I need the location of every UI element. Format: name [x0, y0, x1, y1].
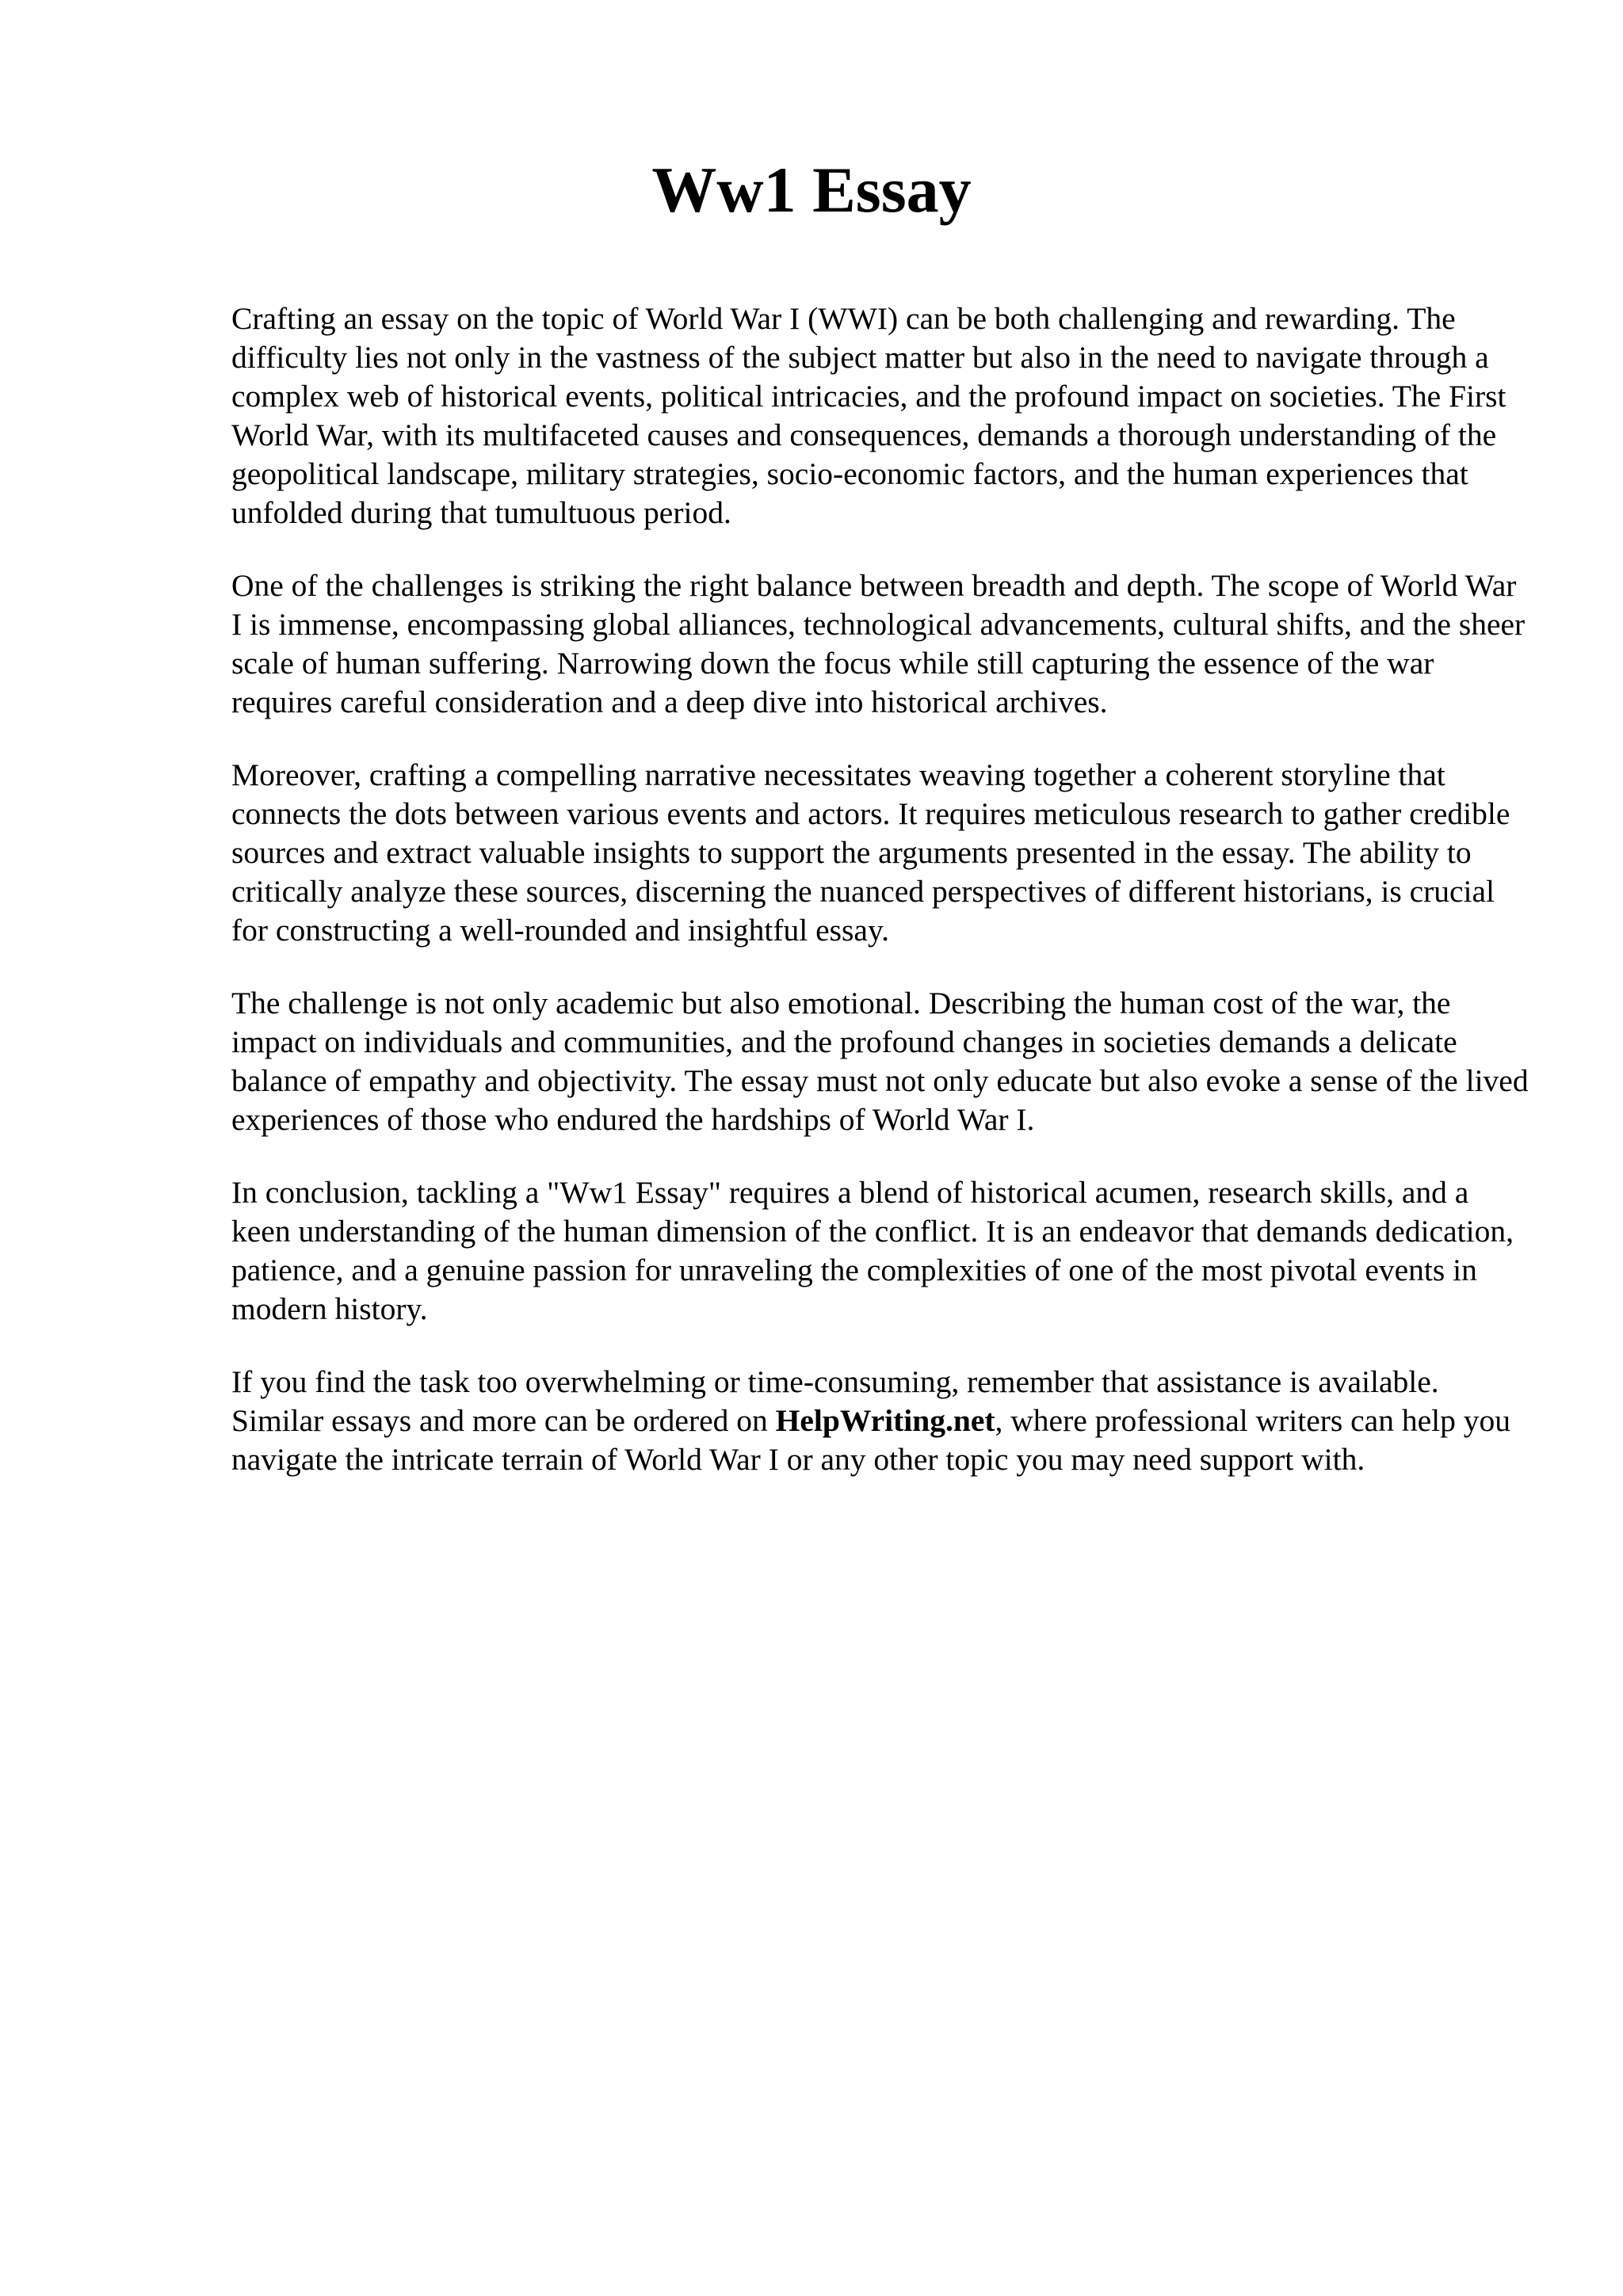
page-title: Ww1 Essay	[651, 154, 972, 226]
paragraph-conclusion: In conclusion, tackling a "Ww1 Essay" requires a blend of historical acumen, research skills, and a keen understanding of the human dimension of the conflict. It is an endeavor that demands dedication, patience, and a genuine passion for unraveling the complexities of one of the most pivotal events in modern history.	[231, 1175, 1514, 1326]
paragraph-closing	[231, 1363, 1531, 1479]
closing-text-before: If you find the task too overwhelming or time-consuming, remember that assistance is available. Similar essays and more can be ordered on	[231, 1364, 1439, 1438]
brand-link[interactable]: HelpWriting.net	[775, 1403, 995, 1438]
closing-text-after: , where professional writers can help you navigate the intricate terrain of World War I or any other topic you may need support with.	[231, 1403, 1510, 1477]
paragraph-emotional: The challenge is not only academic but also emotional. Describing the human cost of the war, the impact on individuals and communities, and the profound changes in societies demands a delicate balance of empathy and objectivity. The essay must not only educate but also evoke a sense of the lived experiences of those who endured the hardships of World War I.	[231, 986, 1529, 1137]
essay-body	[231, 299, 1531, 1513]
paragraph-balance: One of the challenges is striking the right balance between breadth and depth. The scope of World War I is immense, encompassing global alliances, technological advancements, cultural shifts, and the sheer scale of human suffering. Narrowing down the focus while still capturing the essence of the war requires careful consideration and a deep dive into historical archives.	[231, 568, 1526, 719]
paragraph-intro: Crafting an essay on the topic of World War I (WWI) can be both challenging and rewarding. The difficulty lies not only in the vastness of the subject matter but also in the need to navigate through a complex web of historical events, political intricacies, and the profound impact on societies. The First World War, with its multifaceted causes and consequences, demands a thorough understanding of the geopolitical landscape, military strategies, socio-economic factors, and the human experiences that unfolded during that tumultuous period.	[231, 301, 1507, 530]
paragraph-narrative: Moreover, crafting a compelling narrative necessitates weaving together a coherent storyline that connects the dots between various events and actors. It requires meticulous research to gather credible sources and extract valuable insights to support the arguments presented in the essay. The ability to critically analyze these sources, discerning the nuanced perspectives of different historians, is crucial for constructing a well-rounded and insightful essay.	[231, 757, 1510, 948]
